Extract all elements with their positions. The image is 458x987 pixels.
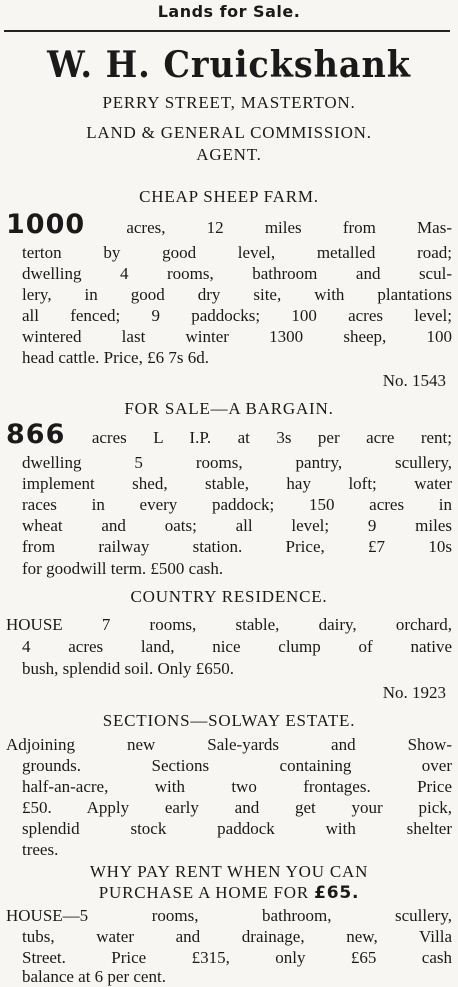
listing1-line6: wintered last winter 1300 sheep, 100: [22, 327, 452, 346]
listing2-line7: for goodwill term. £500 cash.: [22, 559, 224, 578]
listing1-line2: terton by good level, metalled road;: [22, 243, 452, 262]
listing2-first-line: [6, 419, 452, 450]
listing1-first-line: [6, 209, 452, 240]
listing5-heading2-price: £65.: [314, 883, 360, 903]
listing4-line6: trees.: [22, 840, 59, 859]
listing2-line6: from railway station. Price, £7 10s: [22, 537, 452, 556]
listing4-line2: grounds. Sections containing over: [22, 756, 452, 775]
firm-address: PERRY STREET, MASTERTON.: [102, 93, 356, 112]
listing5-line1: HOUSE—5 rooms, bathroom, scullery,: [6, 906, 452, 925]
listing1-line1: acres, 12 miles from Mas-: [126, 218, 452, 237]
listing5-line3: Street. Price £315, only £65 cash: [22, 948, 452, 967]
listing1-acreage: 1000: [6, 209, 86, 240]
listing4-line4: £50. Apply early and get your pick,: [22, 798, 452, 817]
firm-name: W. H. Cruickshank: [47, 44, 411, 86]
listing1-line5: all fenced; 9 paddocks; 100 acres level;: [22, 306, 452, 325]
section-title: Lands for Sale.: [157, 2, 301, 21]
listing1-line7: head cattle. Price, £6 7s 6d.: [22, 348, 209, 367]
listing1-ref: No. 1543: [382, 371, 446, 390]
listing2-line1: acres L I.P. at 3s per acre rent;: [91, 428, 452, 447]
listing5-line4: balance at 6 per cent.: [22, 967, 166, 986]
listing5-line2: tubs, water and drainage, new, Villa: [22, 927, 452, 946]
listing4-heading: SECTIONS—SOLWAY ESTATE.: [102, 711, 356, 730]
listing4-line3: half-an-acre, with two frontages. Price: [22, 777, 452, 796]
firm-role-line1: LAND & GENERAL COMMISSION.: [86, 123, 372, 142]
listing2-heading: FOR SALE—A BARGAIN.: [124, 399, 334, 418]
listing3-line2: 4 acres land, nice clump of native: [22, 637, 452, 656]
firm-role-line2: AGENT.: [196, 145, 262, 164]
listing3-line3: bush, splendid soil. Only £650.: [22, 659, 235, 678]
listing3-line1: 7 rooms, stable, dairy, orchard,: [101, 615, 452, 634]
listing2-acreage: 866: [6, 419, 66, 450]
listing3-lead: HOUSE: [6, 615, 63, 634]
listing3-ref: No. 1923: [382, 683, 446, 702]
listing5-heading1: WHY PAY RENT WHEN YOU CAN: [89, 862, 369, 881]
listing2-line4: races in every paddock; 150 acres in: [22, 495, 452, 514]
listing5-heading2-text: PURCHASE A HOME FOR: [98, 883, 310, 902]
listing3-heading: COUNTRY RESIDENCE.: [130, 587, 328, 606]
listing1-heading: CHEAP SHEEP FARM.: [139, 187, 319, 206]
listing1-line3: dwelling 4 rooms, bathroom and scul-: [22, 264, 452, 283]
listing1-line4: lery, in good dry site, with plantations: [22, 285, 452, 304]
top-rule: [4, 30, 450, 32]
listing5-heading2: [6, 882, 452, 904]
listing2-line3: implement shed, stable, hay loft; water: [22, 474, 452, 493]
listing2-line5: wheat and oats; all level; 9 miles: [22, 516, 452, 535]
listing2-line2: dwelling 5 rooms, pantry, scullery,: [22, 453, 452, 472]
listing4-line1: Adjoining new Sale-yards and Show-: [6, 735, 452, 754]
listing3-first-line: [6, 614, 452, 635]
listing4-line5: splendid stock paddock with shelter: [22, 819, 452, 838]
